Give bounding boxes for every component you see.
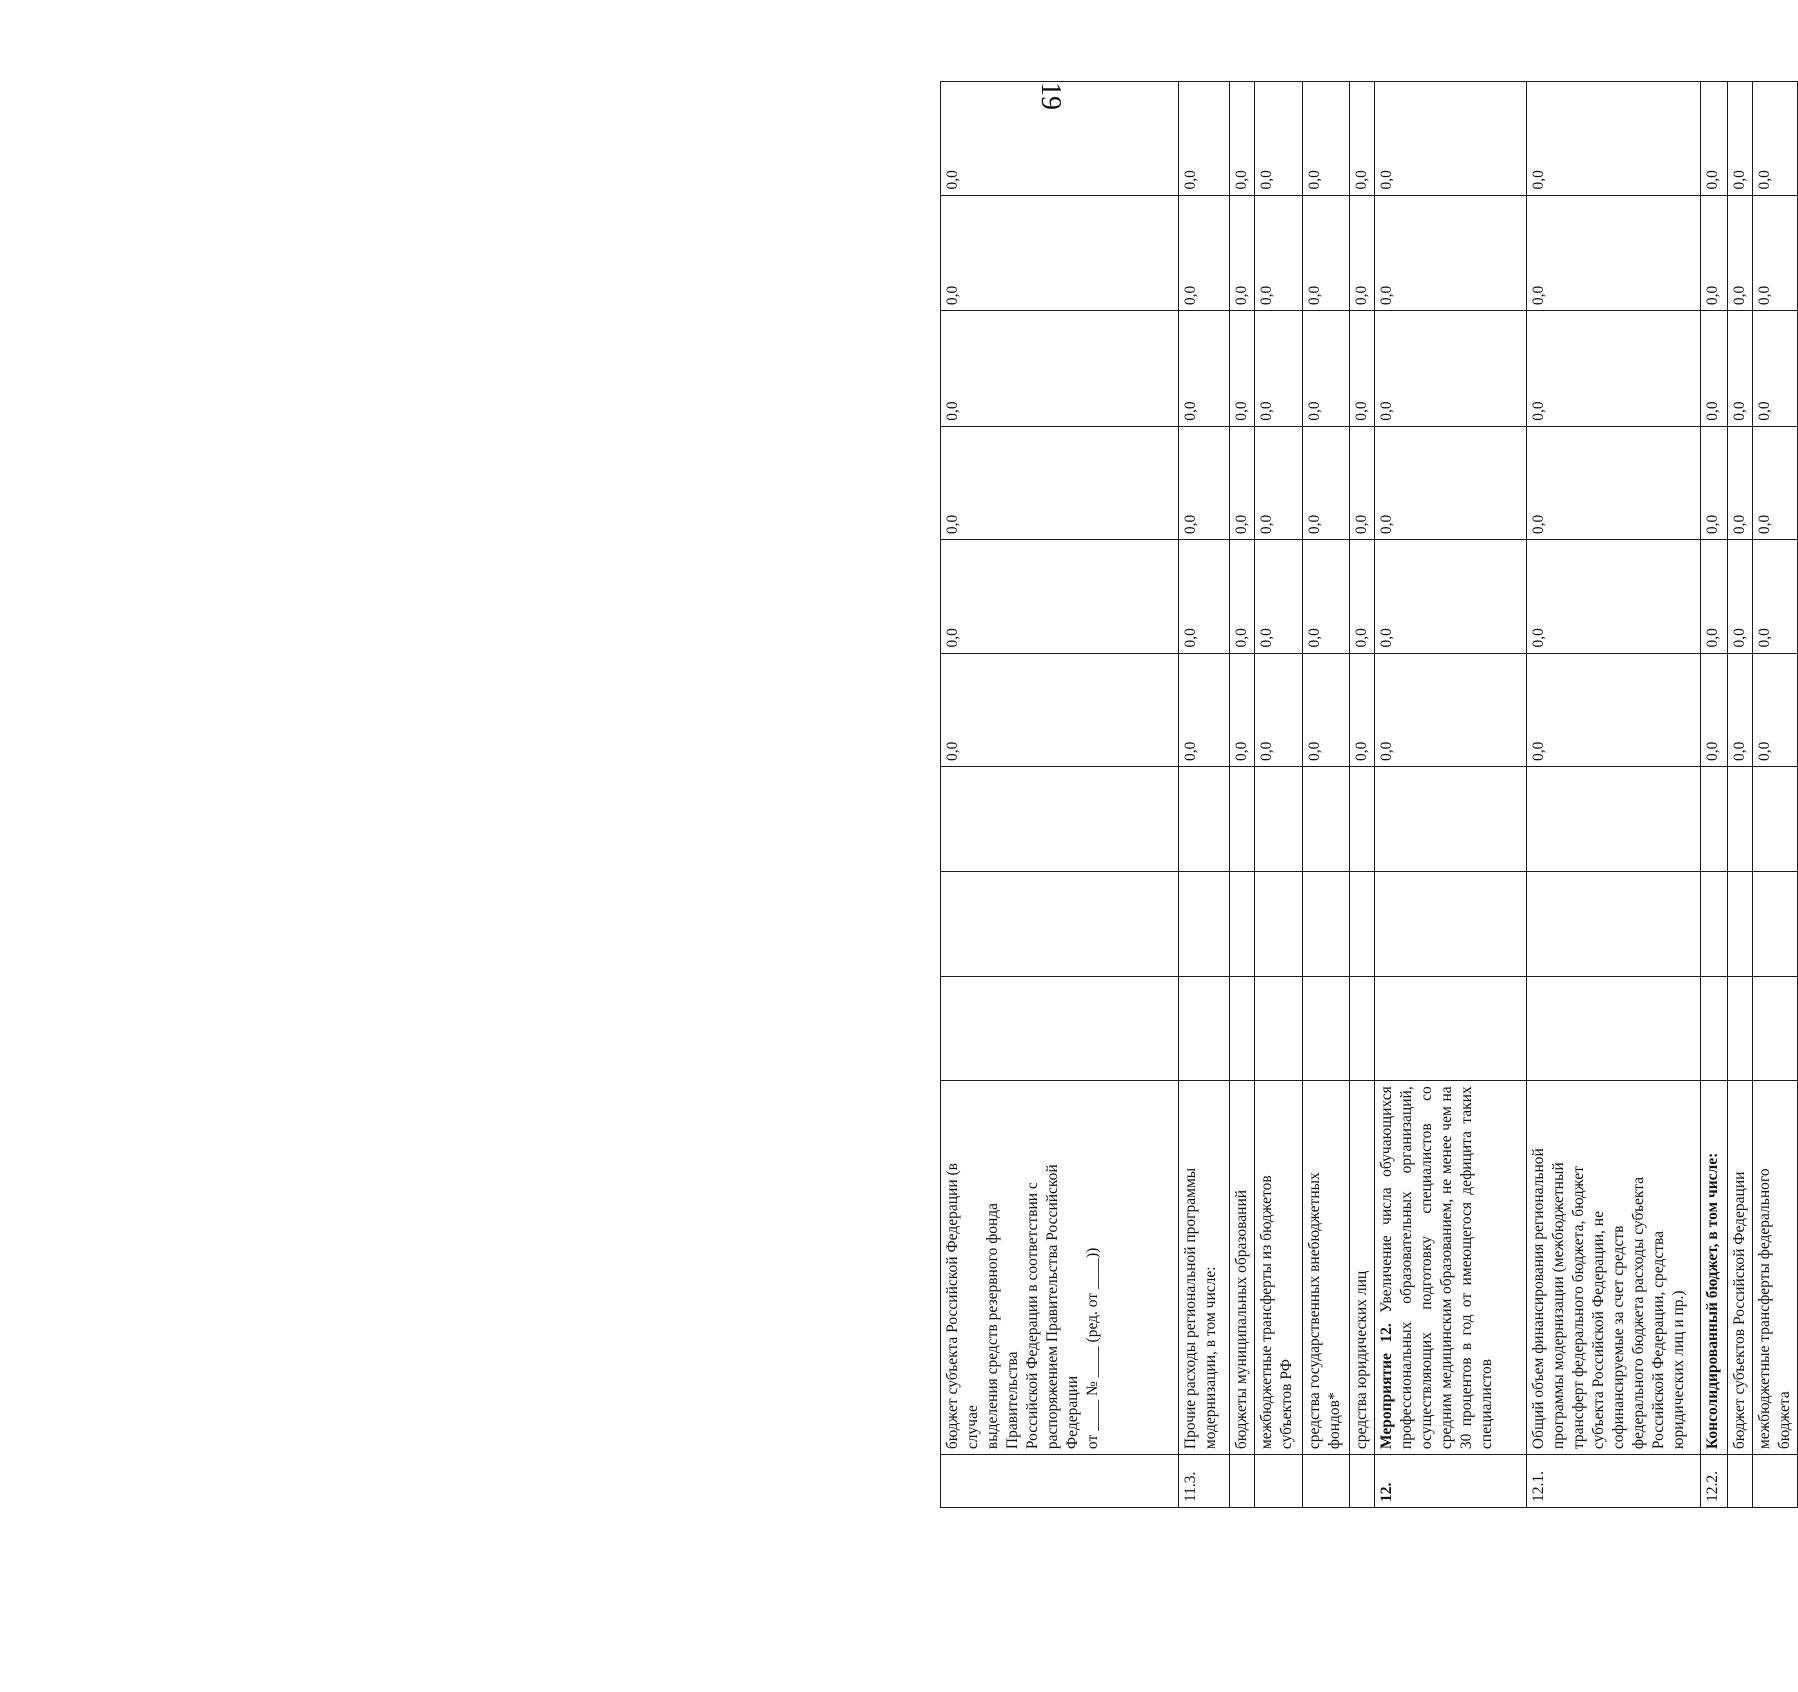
table-cell [941, 766, 1179, 871]
value-cell: 0,0 [1230, 82, 1255, 196]
table-cell [1753, 976, 1798, 1081]
row-number [1728, 1455, 1753, 1508]
table-cell [1753, 766, 1798, 871]
value-cell: 0,0 [1179, 426, 1230, 539]
value-cell: 0,0 [1350, 82, 1375, 196]
table-cell [1753, 871, 1798, 976]
row-number: 11.3. [1179, 1455, 1230, 1508]
value-cell: 0,0 [1255, 540, 1303, 653]
value-cell: 0,0 [1303, 540, 1350, 653]
value-cell: 0,0 [1701, 82, 1728, 196]
rotated-page-content [940, 81, 1793, 1508]
row-description: бюджеты муниципальных образований [1230, 1081, 1255, 1455]
value-cell: 0,0 [1255, 82, 1303, 196]
table-cell [1230, 871, 1255, 976]
row-number: 12.1. [1527, 1455, 1701, 1508]
row-description: бюджет субъектов Российской Федерации [1728, 1081, 1753, 1455]
value-cell: 0,0 [1350, 195, 1375, 311]
value-cell: 0,0 [1375, 540, 1527, 653]
value-cell: 0,0 [1728, 311, 1753, 427]
table-row [1303, 82, 1350, 1508]
table-cell [1375, 871, 1527, 976]
value-cell: 0,0 [1350, 311, 1375, 427]
value-cell: 0,0 [1303, 426, 1350, 539]
value-cell: 0,0 [1527, 311, 1701, 427]
value-cell: 0,0 [1753, 653, 1798, 766]
table-row [1350, 82, 1375, 1508]
value-cell: 0,0 [1179, 311, 1230, 427]
value-cell: 0,0 [1701, 653, 1728, 766]
table-cell [1350, 871, 1375, 976]
value-cell: 0,0 [1350, 426, 1375, 539]
table-cell [1728, 766, 1753, 871]
value-cell: 0,0 [1527, 540, 1701, 653]
table-row [941, 82, 1179, 1508]
value-cell: 0,0 [1728, 540, 1753, 653]
table-cell [1350, 766, 1375, 871]
table-row [1179, 82, 1230, 1508]
value-cell: 0,0 [1303, 195, 1350, 311]
value-cell: 0,0 [941, 195, 1179, 311]
value-cell: 0,0 [1179, 195, 1230, 311]
table-cell [1303, 871, 1350, 976]
table-cell [1375, 976, 1527, 1081]
row-description: межбюджетные трансферты из бюджетов субъектов РФ [1255, 1081, 1303, 1455]
value-cell: 0,0 [1179, 82, 1230, 196]
row-number [1255, 1455, 1303, 1508]
value-cell: 0,0 [1230, 653, 1255, 766]
table-cell [1255, 976, 1303, 1081]
row-description: межбюджетные трансферты федерального бюджета [1753, 1081, 1798, 1455]
value-cell: 0,0 [1375, 426, 1527, 539]
value-cell: 0,0 [1753, 426, 1798, 539]
row-description: Мероприятие 12. Увеличение числа обучающихся профессиональных образовательных организаций, осуществляющих подготовку специалистов со средним медицинским образованием, не менее чем на 30 процентов в год от имеющегося дефицита таких специалистов [1375, 1081, 1527, 1455]
event-title: Мероприятие 12. [1378, 1323, 1395, 1450]
table-cell [941, 871, 1179, 976]
value-cell: 0,0 [1701, 426, 1728, 539]
value-cell: 0,0 [1527, 653, 1701, 766]
row-description: Прочие расходы региональной программы модернизации, в том числе: [1179, 1081, 1230, 1455]
row-number [1303, 1455, 1350, 1508]
value-cell: 0,0 [1728, 426, 1753, 539]
table-cell [1701, 976, 1728, 1081]
value-cell: 0,0 [1728, 82, 1753, 196]
table-cell [1179, 766, 1230, 871]
row-number: 12.2. [1701, 1455, 1728, 1508]
row-description: бюджет субъекта Российской Федерации (в случае выделения средств резервного фонда Правительства Российской Федерации в соответствии с распоряжением Правительства Российской Федерации от ____ № ____ (ред. от ____)) [941, 1081, 1179, 1455]
value-cell: 0,0 [1230, 311, 1255, 427]
value-cell: 0,0 [1728, 195, 1753, 311]
value-cell: 0,0 [1230, 540, 1255, 653]
value-cell: 0,0 [1303, 82, 1350, 196]
table-cell [1350, 976, 1375, 1081]
table-cell [1303, 976, 1350, 1081]
table-cell [1701, 871, 1728, 976]
value-cell: 0,0 [941, 426, 1179, 539]
row-description: Общий объем финансирования региональной программы модернизации (межбюджетный трансферт федерального бюджета, бюджет субъекта Российской Федерации, не софинансируемые за счет средств федерального бюджета расходы субъекта Российской Федерации, средства юридических лиц и пр.) [1527, 1081, 1701, 1455]
table-cell [1701, 766, 1728, 871]
value-cell: 0,0 [941, 540, 1179, 653]
value-cell: 0,0 [941, 653, 1179, 766]
table-row [1701, 82, 1728, 1508]
table-cell [1179, 976, 1230, 1081]
table-cell [1375, 766, 1527, 871]
value-cell: 0,0 [1255, 653, 1303, 766]
table-row [1230, 82, 1255, 1508]
table-row [1753, 82, 1798, 1508]
table-row [1527, 82, 1701, 1508]
row-number [1350, 1455, 1375, 1508]
value-cell: 0,0 [1255, 195, 1303, 311]
table-cell [1230, 976, 1255, 1081]
row-number [941, 1455, 1179, 1508]
table-cell [1179, 871, 1230, 976]
table-row [1728, 82, 1753, 1508]
row-number [1230, 1455, 1255, 1508]
value-cell: 0,0 [1375, 195, 1527, 311]
value-cell: 0,0 [1728, 653, 1753, 766]
value-cell: 0,0 [1255, 426, 1303, 539]
value-cell: 0,0 [1527, 82, 1701, 196]
value-cell: 0,0 [1701, 540, 1728, 653]
value-cell: 0,0 [1753, 195, 1798, 311]
row-number [1753, 1455, 1798, 1508]
table-row [1375, 82, 1527, 1508]
value-cell: 0,0 [1527, 426, 1701, 539]
value-cell: 0,0 [1230, 195, 1255, 311]
financing-table [940, 81, 1798, 1508]
table-cell [1255, 871, 1303, 976]
table-cell [1728, 871, 1753, 976]
page-number: 19 [1035, 82, 1066, 110]
row-description: средства юридических лиц [1350, 1081, 1375, 1455]
table-cell [1303, 766, 1350, 871]
row-number: 12. [1375, 1455, 1527, 1508]
value-cell: 0,0 [1303, 653, 1350, 766]
value-cell: 0,0 [1375, 311, 1527, 427]
value-cell: 0,0 [941, 82, 1179, 196]
value-cell: 0,0 [1753, 540, 1798, 653]
table-cell [941, 976, 1179, 1081]
value-cell: 0,0 [1230, 426, 1255, 539]
table-cell [1527, 976, 1701, 1081]
value-cell: 0,0 [1753, 311, 1798, 427]
value-cell: 0,0 [1350, 540, 1375, 653]
value-cell: 0,0 [1303, 311, 1350, 427]
value-cell: 0,0 [1375, 82, 1527, 196]
value-cell: 0,0 [1701, 311, 1728, 427]
value-cell: 0,0 [1255, 311, 1303, 427]
table-cell [1255, 766, 1303, 871]
value-cell: 0,0 [941, 311, 1179, 427]
table-cell [1527, 766, 1701, 871]
table-row [1255, 82, 1303, 1508]
value-cell: 0,0 [1350, 653, 1375, 766]
table-cell [1728, 976, 1753, 1081]
table-cell [1230, 766, 1255, 871]
table-cell [1527, 871, 1701, 976]
value-cell: 0,0 [1375, 653, 1527, 766]
value-cell: 0,0 [1701, 195, 1728, 311]
value-cell: 0,0 [1527, 195, 1701, 311]
row-description: Консолидированный бюджет, в том числе: [1701, 1081, 1728, 1455]
value-cell: 0,0 [1179, 540, 1230, 653]
value-cell: 0,0 [1179, 653, 1230, 766]
row-description: средства государственных внебюджетных фондов* [1303, 1081, 1350, 1455]
value-cell: 0,0 [1753, 82, 1798, 196]
